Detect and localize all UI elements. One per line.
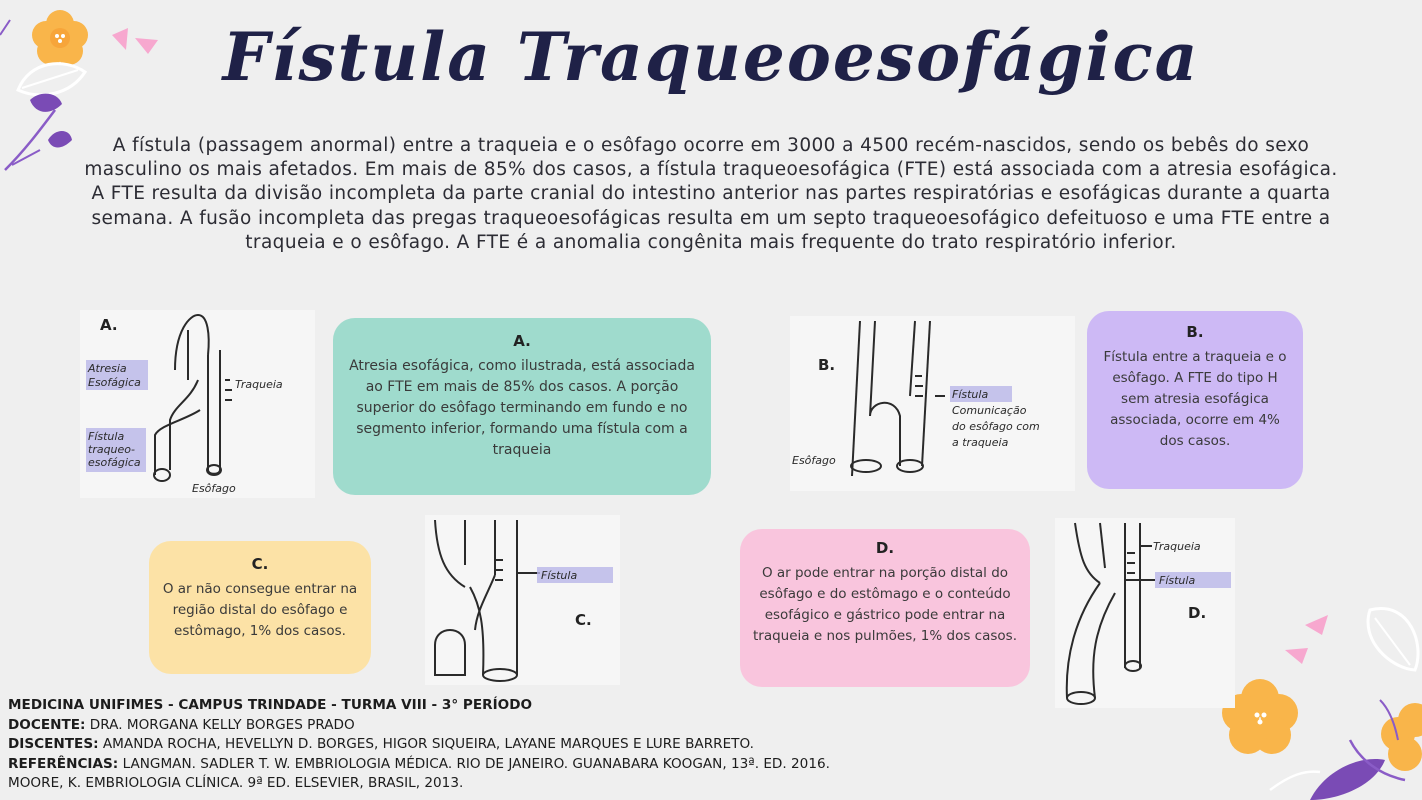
figure-d-diagram (1055, 518, 1235, 708)
card-d-heading: D. (875, 539, 895, 557)
figure-b-annot-esofago: Esôfago (792, 454, 836, 467)
figure-b-annot-a-traqueia: a traqueia (952, 436, 1009, 449)
card-c (149, 541, 371, 674)
card-b (1087, 311, 1303, 489)
card-a (333, 318, 711, 495)
footer-line-institution (8, 696, 830, 716)
card-a-heading: A. (513, 332, 531, 350)
figure-a-annot-atresia: Atresia (88, 362, 127, 375)
card-c-text: O ar não consegue entrar na região distal do esôfago e estômago, 1% dos casos. (162, 581, 358, 639)
page-title: Fístula Traqueoesofágica (222, 18, 1200, 96)
figure-a-diagram (80, 310, 315, 498)
footer-line-discentes (8, 735, 830, 755)
intro-paragraph-2: A FTE resulta da divisão incompleta da parte cranial do intestino anterior nas partes respiratórias e esofágicas durante a quarta semana. A fusão incompleta das pregas traqueoesofágicas resulta em um septo traqueoesofágico defeituoso e uma FTE entre a traqueia e o esôfago. A FTE é a anomalia congênita mais frequente do trato respiratório inferior. (91, 183, 1331, 253)
footer-institution: MEDICINA UNIFIMES - CAMPUS TRINDADE - TURMA VIII - 3° PERÍODO (8, 697, 533, 713)
figure-b-diagram (790, 316, 1075, 491)
figure-c-label: C. (575, 611, 592, 629)
figure-a-annot-fistula: Fístula (88, 430, 125, 443)
figure-b-annot-do-esofago: do esôfago com (952, 420, 1040, 433)
figure-d (1055, 518, 1235, 708)
footer-credits (8, 696, 830, 794)
figure-a-annot-esofagica-2: esofágica (88, 456, 141, 469)
figure-d-label: D. (1188, 604, 1207, 622)
figure-b (790, 316, 1075, 491)
card-b-heading: B. (1186, 323, 1204, 341)
figure-a-annot-traqueia: Traqueia (235, 378, 283, 391)
card-a-text: Atresia esofágica, como ilustrada, está associada ao FTE em mais de 85% dos casos. A porção superior do esôfago terminando em fundo e no segmento inferior, formando uma fístula com a traqueia (349, 358, 695, 458)
figure-b-annot-fistula: Fístula (952, 388, 989, 401)
footer-discentes-value: AMANDA ROCHA, HEVELLYN D. BORGES, HIGOR SIQUEIRA, LAYANE MARQUES E LURE BARRETO. (98, 736, 754, 753)
footer-line-referencia-2: MOORE, K. EMBRIOLOGIA CLÍNICA. 9ª ED. ELSEVIER, BRASIL, 2013. (8, 775, 464, 792)
card-d-text: O ar pode entrar na porção distal do esôfago e do estômago e o conteúdo esofágico e gástrico pode entrar na traqueia e nos pulmões, 1% dos casos. (753, 565, 1017, 644)
card-c-heading: C. (251, 555, 269, 573)
figure-b-label: B. (818, 356, 836, 374)
intro-paragraph-1: A fístula (passagem anormal) entre a traqueia e o esôfago ocorre em 3000 a 4500 recém-nascidos, sendo os bebês do sexo masculino os mais afetados. Em mais de 85% dos casos, a fístula traqueoesofágica (FTE) está associada com a atresia esofágica. (84, 135, 1338, 181)
footer-referencias-label: REFERÊNCIAS: (8, 755, 119, 772)
figure-c-annot-fistula: Fístula (541, 569, 578, 582)
footer-docente-label: DOCENTE: (8, 716, 86, 733)
figure-b-annot-comunicacao: Comunicação (952, 404, 1027, 417)
footer-line-docente (8, 716, 830, 736)
footer-line-referencias (8, 755, 830, 775)
figure-c (425, 515, 620, 685)
footer-discentes-label: DISCENTES: (8, 736, 99, 753)
figure-d-annot-traqueia: Traqueia (1153, 540, 1201, 553)
intro-text (75, 134, 1347, 255)
figure-a-annot-esofago: Esôfago (192, 482, 236, 495)
card-d (740, 529, 1030, 687)
figure-d-annot-fistula: Fístula (1159, 574, 1196, 587)
footer-docente-value: DRA. MORGANA KELLY BORGES PRADO (85, 716, 355, 733)
footer-referencias-value: LANGMAN. SADLER T. W. EMBRIOLOGIA MÉDICA. RIO DE JANEIRO. GUANABARA KOOGAN, 13ª. ED. 2016. (118, 755, 830, 772)
figure-a-annot-esofagica: Esofágica (88, 376, 141, 389)
figure-a-label: A. (100, 316, 118, 334)
figure-a (80, 310, 315, 498)
flower-decoration-bottom-right (1210, 590, 1422, 800)
figure-c-diagram (425, 515, 620, 685)
card-b-text: Fístula entre a traqueia e o esôfago. A FTE do tipo H sem atresia esofágica associada, ocorre em 4% dos casos. (1103, 349, 1287, 449)
figure-a-annot-traqueo: traqueo- (88, 443, 135, 456)
